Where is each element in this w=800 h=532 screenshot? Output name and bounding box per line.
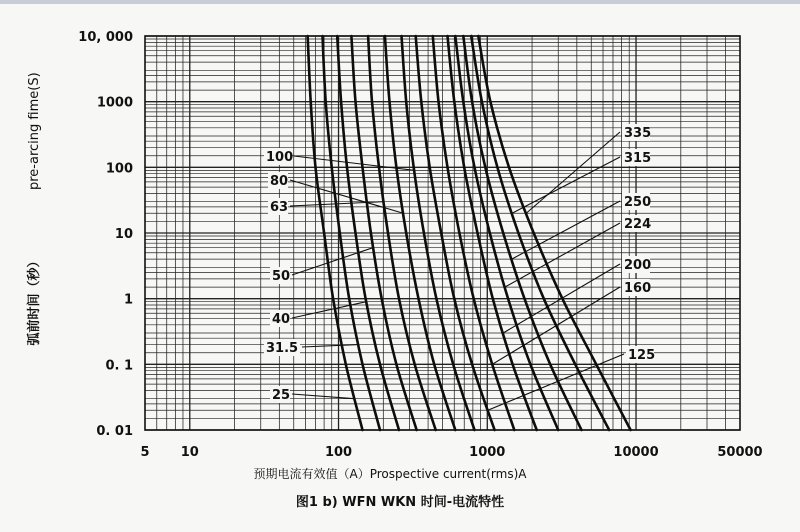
- callout-leader-250: [512, 201, 620, 259]
- y-tick-labels: [78, 30, 133, 439]
- x-tick-label: 50000: [717, 445, 763, 460]
- callout-leader-25: [292, 394, 355, 399]
- callout-label-250: 250: [624, 195, 652, 210]
- y-tick-label: 1: [123, 292, 133, 308]
- callout-label-224: 224: [624, 217, 652, 232]
- x-tick-labels: [140, 445, 762, 460]
- y-tick-label: 0. 01: [96, 424, 133, 439]
- y-axis-label-cn: 弧前时间（秒）: [27, 254, 42, 346]
- y-tick-label: 1000: [96, 95, 133, 111]
- callout-label-200: 200: [624, 258, 652, 273]
- y-axis-label-en: pre-arcing fime(S): [27, 72, 42, 190]
- callout-label-25: 25: [272, 388, 291, 403]
- callout-leader-40: [292, 302, 366, 318]
- callout-leader-125: [488, 354, 624, 410]
- x-tick-label: 10: [180, 445, 199, 460]
- callout-label-160: 160: [624, 281, 652, 296]
- callout-label-40: 40: [272, 312, 291, 327]
- y-tick-label: 0. 1: [105, 358, 133, 374]
- y-axis-label: [26, 72, 42, 346]
- x-axis-label: 预期电流有效值（A）Prospective current(rms)A: [253, 467, 527, 481]
- x-tick-label: 5: [140, 445, 150, 460]
- callout-label-31-5: 31.5: [266, 341, 299, 356]
- y-tick-label: 100: [105, 161, 133, 177]
- callout-label-50: 50: [272, 269, 291, 284]
- callout-leader-31-5: [302, 345, 359, 347]
- callout-label-335: 335: [624, 126, 652, 141]
- callout-leader-80: [290, 180, 403, 213]
- x-tick-label: 100: [324, 445, 353, 460]
- callout-label-100: 100: [266, 150, 294, 165]
- y-tick-label: 10, 000: [78, 30, 133, 45]
- callout-label-125: 125: [628, 348, 656, 363]
- callout-label-63: 63: [270, 200, 289, 215]
- callout-label-80: 80: [270, 174, 289, 189]
- chart-title: 图1 b) WFN WKN 时间-电流特性: [295, 495, 505, 510]
- callout-label-315: 315: [624, 151, 652, 166]
- x-tick-label: 10000: [613, 445, 659, 460]
- callout-leader-335: [526, 132, 620, 213]
- callout-leader-315: [512, 157, 620, 213]
- x-tick-label: 1000: [469, 445, 506, 460]
- y-tick-label: 10: [114, 227, 133, 242]
